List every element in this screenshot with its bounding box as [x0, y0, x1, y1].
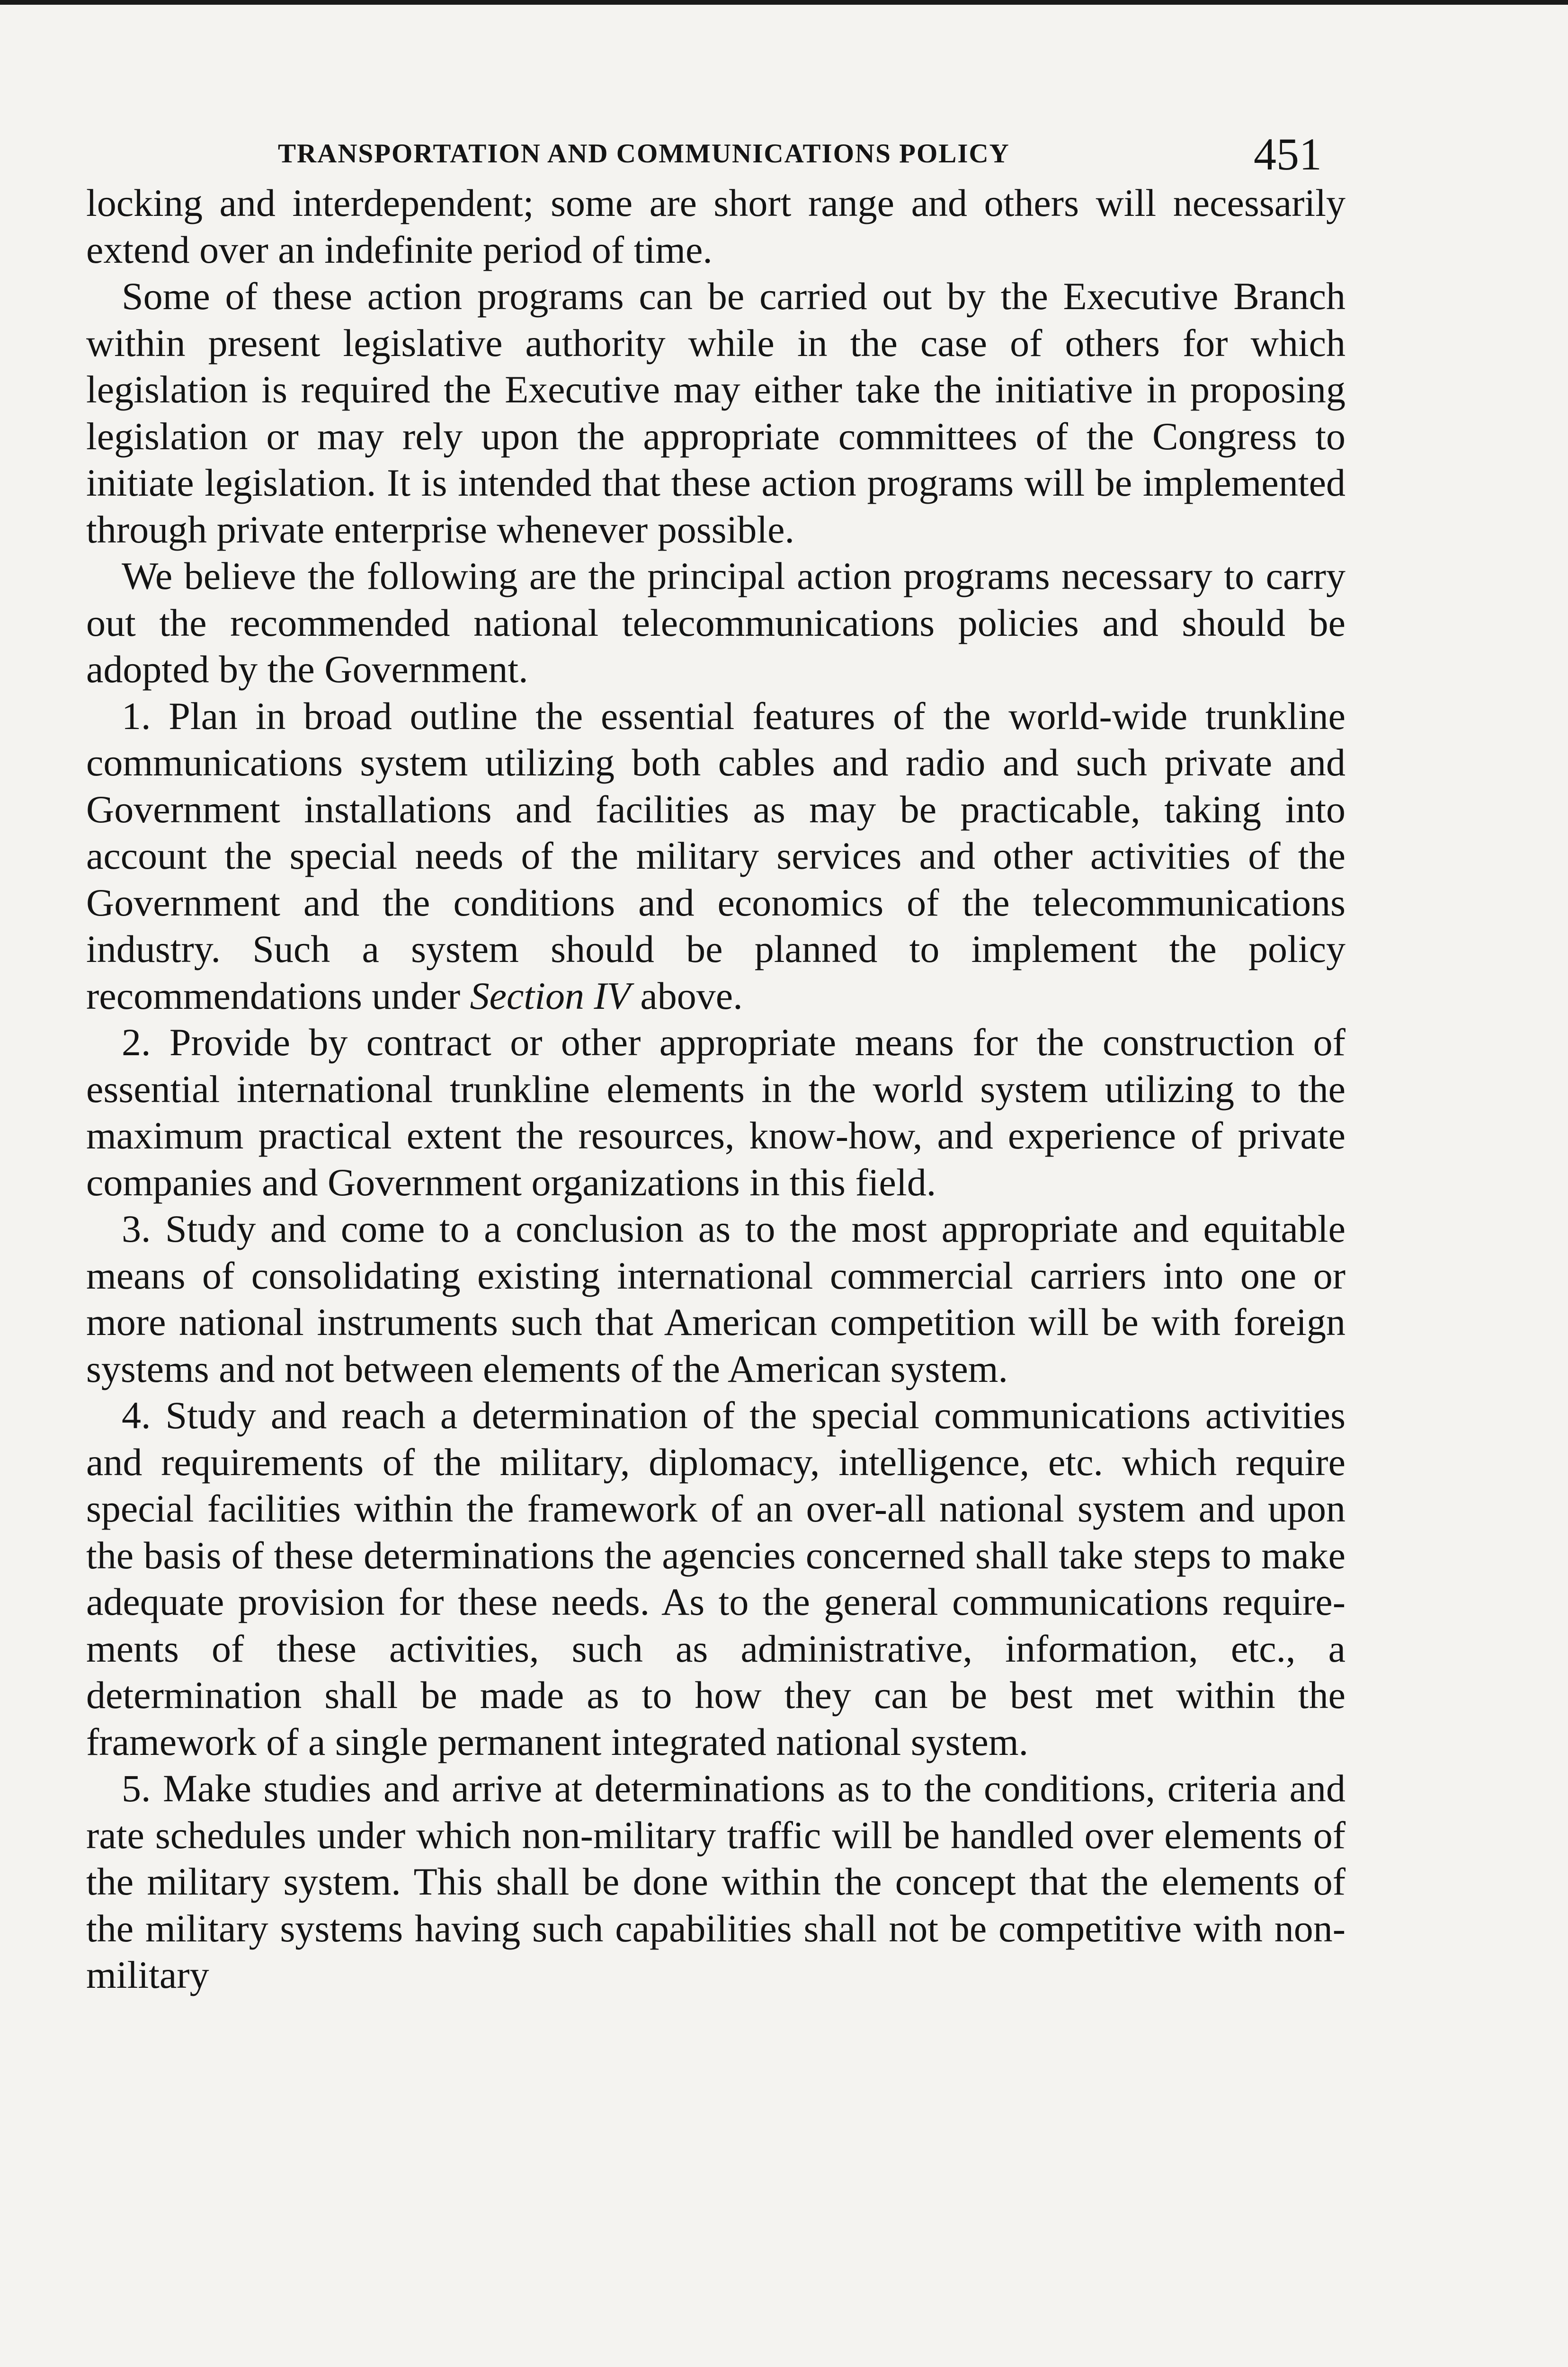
paragraph-principal-programs: We believe the following are the principal action programs necessary to carry out the recommended national telecommunications policies and should be adopted by the Government.	[86, 554, 1345, 691]
section-reference: Section IV	[470, 974, 631, 1017]
running-head	[86, 128, 1345, 180]
list-item-1	[86, 693, 1345, 1020]
list-item-4: 4. Study and reach a determination of the special communications activities and requirements of the military, diplomacy, intelligence, etc. which require special facilities within the framework of an over-all national system and upon the basis of these determinations the agencies concerned shall take steps to make adequate provision for these needs. As to the general communications requirements of these activities, such as administrative, information, etc., a determination shall be made as to how they can be best met within the framework of a single permanent integrated national system.	[86, 1394, 1345, 1763]
page-number: 451	[1254, 129, 1322, 179]
list-item-5: 5. Make studies and arrive at determinations as to the conditions, criteria and rate schedules under which non-military traffic will be handled over elements of the military system. This shall be done within the concept that the elements of the military systems having such capabilities shall not be competitive with non-military	[86, 1767, 1345, 1996]
top-edge-rule	[0, 0, 1568, 5]
list-item-1-tail: above.	[630, 974, 743, 1017]
body-text	[86, 180, 1345, 1999]
paragraph-action-programs-authority: Some of these action programs can be carried out by the Executive Branch within present legislative authority while in the case of others for which legislation is required the Executive may either take the initiative in proposing legislation or may rely upon the appropriate committees of the Congress to initiate legislation. It is intended that these action programs will be implemented through private enterprise whenever possible.	[86, 275, 1345, 551]
book-page	[86, 128, 1345, 1999]
list-item-3: 3. Study and come to a conclusion as to the most appropriate and equitable means of consolidating existing international commercial carriers into one or more national instruments such that American competition will be with foreign systems and not between elements of the American system.	[86, 1207, 1345, 1390]
running-title: TRANSPORTATION AND COMMUNICATIONS POLICY	[278, 139, 1010, 169]
list-item-2: 2. Provide by contract or other appropriate means for the construction of essential international trunkline elements in the world system utilizing to the maximum practical extent the resources, know-how, and experience of private companies and Government organizations in this field.	[86, 1021, 1345, 1204]
paragraph-continuation: locking and interdependent; some are short range and others will necessarily extend over an indefinite period of time.	[86, 181, 1345, 271]
list-item-1-text: 1. Plan in broad outline the essential features of the world-wide trunkline communications system utilizing both cables and radio and such private and Government installations and facilities as may be practicable, taking into account the special needs of the military services and other activities of the Government and the conditions and economics of the telecommunications industry. Such a system should be planned to implement the policy recommendations under	[86, 694, 1345, 1017]
